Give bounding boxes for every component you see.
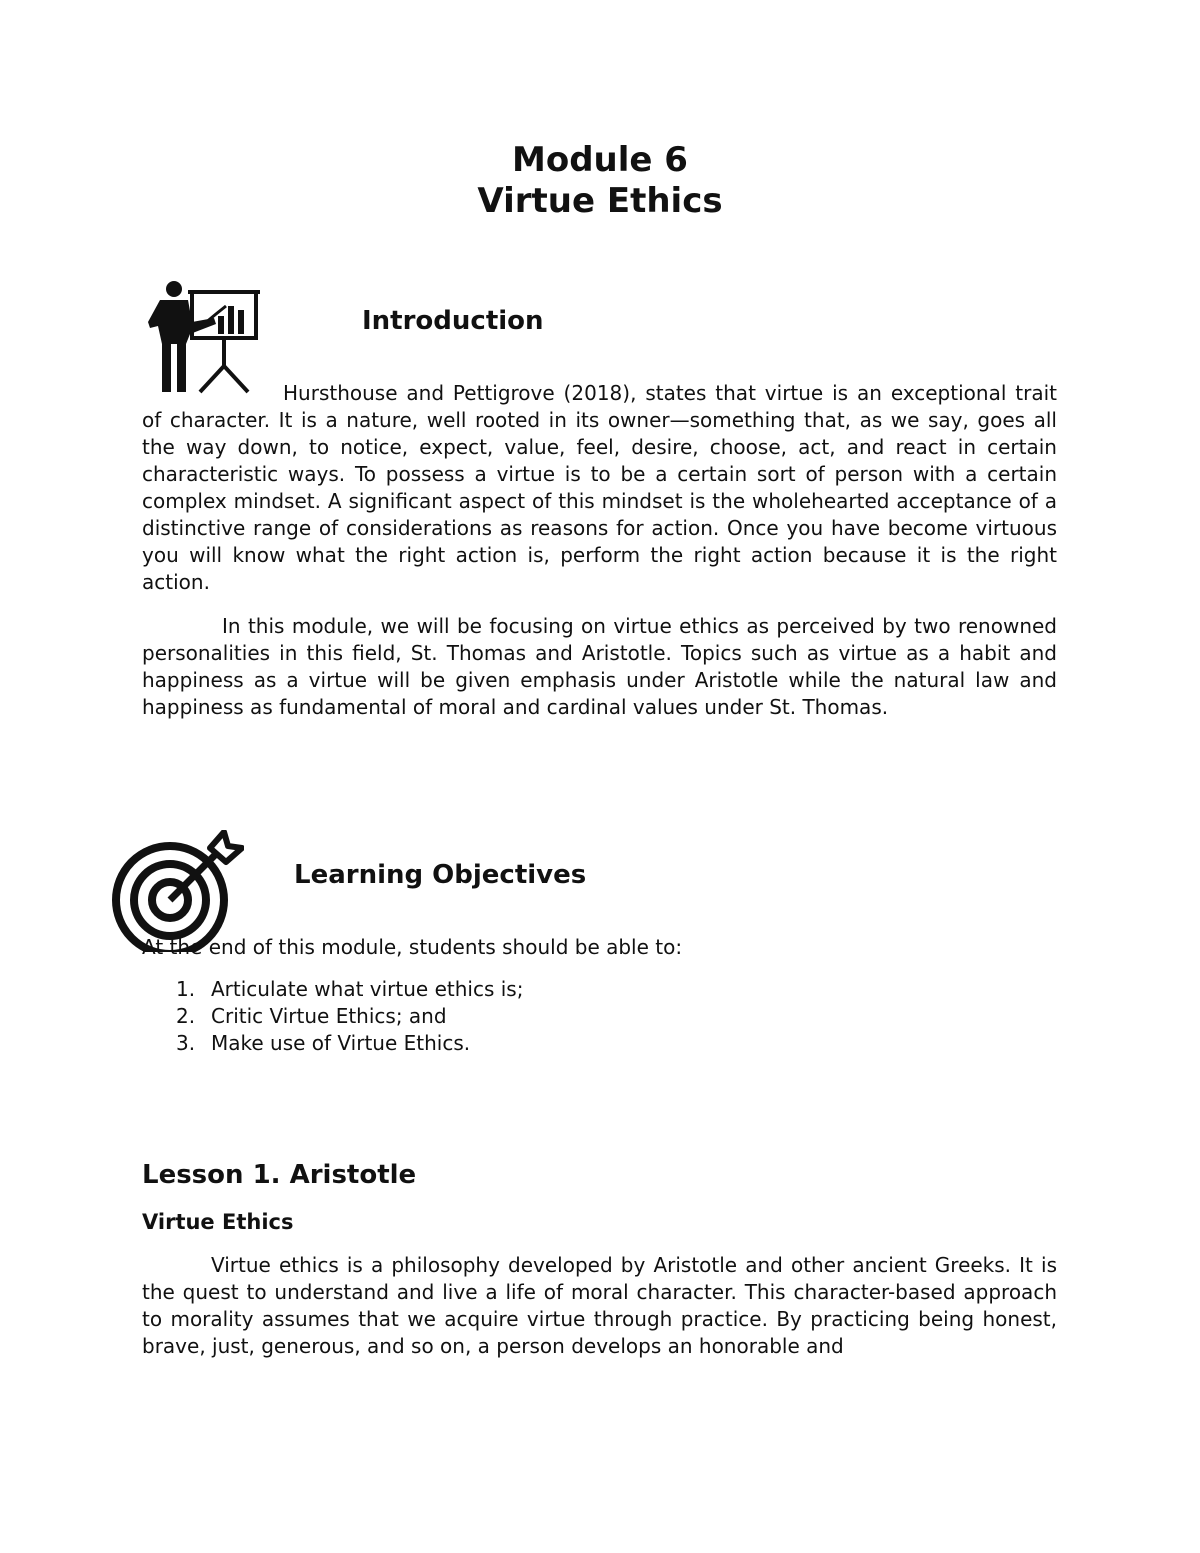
list-number: 2.: [176, 1004, 196, 1028]
list-item: [176, 976, 523, 1003]
objectives-intro: At the end of this module, students should be able to:: [142, 935, 683, 959]
list-item: [176, 1030, 470, 1057]
list-number: 1.: [176, 977, 196, 1001]
presenter-chart-icon: [142, 280, 262, 396]
introduction-paragraph-2: In this module, we will be focusing on virtue ethics as perceived by two renowned personalities in this field, St. Thomas and Aristotle. Topics such as virtue as a habit and happiness as a virtue will be given emphasis under Aristotle while the natural law and happiness as fundamental of moral and cardinal values under St. Thomas.: [142, 614, 1057, 719]
list-text: Articulate what virtue ethics is;: [211, 977, 524, 1001]
introduction-heading: Introduction: [362, 306, 544, 336]
list-text: Critic Virtue Ethics; and: [211, 1004, 447, 1028]
learning-objectives-heading: Learning Objectives: [294, 860, 587, 890]
lesson-1-paragraph: Virtue ethics is a philosophy developed by Aristotle and other ancient Greeks. It is the quest to understand and live a life of moral character. This character-based approach to morality assumes that we acquire virtue through practice. By practicing being honest, brave, just, generous, and so on, a person develops an honorable and: [142, 1253, 1057, 1358]
page-title: Virtue Ethics: [477, 181, 723, 221]
lesson-1-subheading: Virtue Ethics: [142, 1210, 294, 1234]
list-text: Make use of Virtue Ethics.: [211, 1031, 471, 1055]
module-number: Module 6: [512, 140, 688, 180]
lesson-1-heading: Lesson 1. Aristotle: [142, 1160, 417, 1190]
list-item: [176, 1003, 447, 1030]
list-number: 3.: [176, 1031, 196, 1055]
introduction-paragraph-1: Hursthouse and Pettigrove (2018), states that virtue is an exceptional trait of character. It is a nature, well rooted in its owner—something that, as we say, goes all the way down, to notice, expect, value, feel, desire, choose, act, and react in certain characteristic ways. To possess a virtue is to be a certain sort of person with a certain complex mindset. A significant aspect of this mindset is the wholehearted acceptance of a distinctive range of considerations as reasons for action. Once you have become virtuous you will know what the right action is, perform the right action because it is the right action.: [142, 381, 1057, 594]
